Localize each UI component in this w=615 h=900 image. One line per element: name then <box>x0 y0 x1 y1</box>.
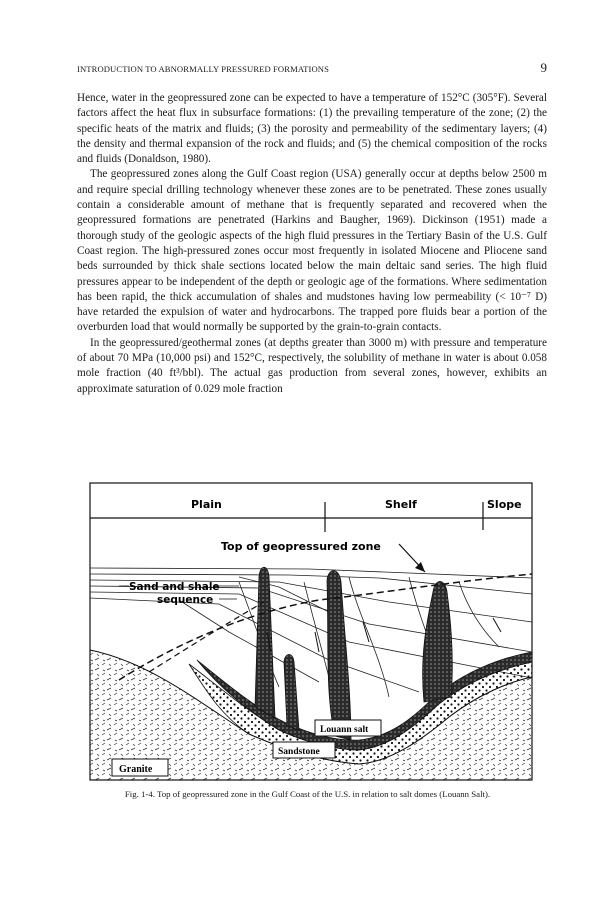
figure-caption: Fig. 1-4. Top of geopressured zone in the Gulf Coast of the U.S. in relation to salt domes (Louann Salt). <box>124 789 491 799</box>
label-slope: Slope <box>487 498 522 511</box>
label-top-geopressured-zone: Top of geopressured zone <box>221 540 381 553</box>
paragraph-1: Hence, water in the geopressured zone can be expected to have a temperature of 152°C (305°F). Several factors affect the heat flux in subsurface formations: (1) the prevailing temperature of the zone; (2) the specific heats of the matrix and fluids; (3) the porosity and permeability of the sedimentary layers; (4) the density and thermal expansion of the rock and fluids; and (5) the chemical composition of the rocks and fluids (Donaldson, 1980). <box>77 92 547 166</box>
paragraph-2: The geopressured zones along the Gulf Coast region (USA) generally occur at depths below 2500 m and require special drilling technology whenever these zones are to be penetrated. These zones usually contain a considerable amount of methane that is frequently separated and recovered when the geopressured formations are penetrated (Harkins and Baugher, 1969). Dickinson (1951) made a thorough study of the geologic aspects of the high fluid pressures in the Tertiary Basin of the U.S. Gulf Coast region. The high-pressured zones occur most frequently in isolated Miocene and Pliocene sand beds surrounded by thick shale sections located below the main deltaic sand series. The high fluid pressures appear to be independent of the depth or geologic age of the formations. Where sedimentation has been rapid, the thick accumulation of shales and mudstones having low permeability (< 10⁻⁷ D) have retarded the expulsion of water and hydrocarbons. The trapped pore fluids bear a portion of the overburden load that would normally be supported by the grain-to-grain contacts. <box>77 168 547 334</box>
label-granite: Granite <box>119 764 153 775</box>
label-plain: Plain <box>191 498 222 511</box>
label-sequence: sequence <box>157 594 214 606</box>
page-number: 9 <box>540 60 547 75</box>
running-title: INTRODUCTION TO ABNORMALLY PRESSURED FORMATIONS <box>77 64 329 74</box>
label-louann-salt: Louann salt <box>320 725 369 735</box>
geologic-cross-section-figure <box>89 482 533 782</box>
label-sandstone: Sandstone <box>278 747 320 757</box>
running-header <box>77 60 547 76</box>
paragraph-3: In the geopressured/geothermal zones (at depths greater than 3000 m) with pressure and temperature of about 70 MPa (10,000 psi) and 152°C, respectively, the solubility of methane in water is about 0.058 mole fraction (40 ft³/bbl). The actual gas production from several zones, however, exhibits an approximate saturation of 0.029 mole fraction <box>77 336 547 395</box>
body-text <box>77 91 547 397</box>
label-shelf: Shelf <box>385 498 417 511</box>
label-sand-shale: Sand and shale <box>129 581 220 593</box>
cross-section-diagram <box>89 482 533 782</box>
